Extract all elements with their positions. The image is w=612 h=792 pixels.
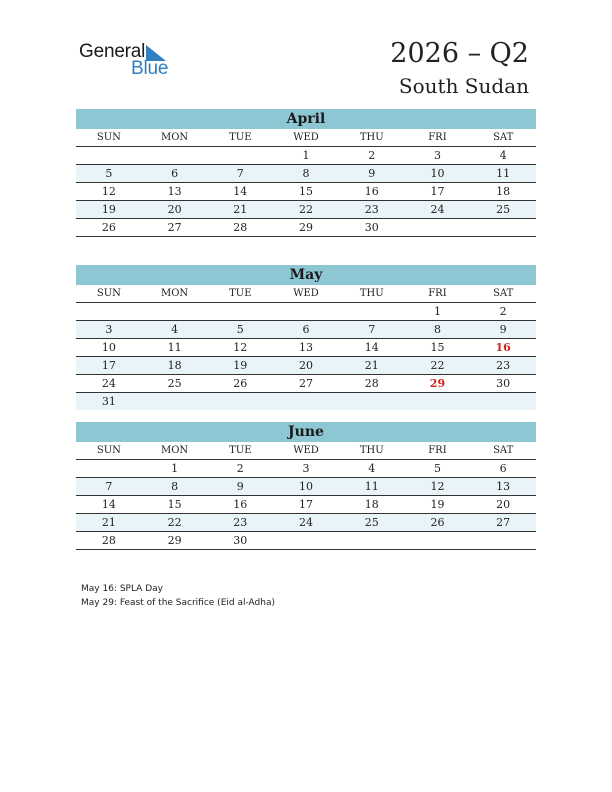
day-cell: 6 bbox=[171, 167, 179, 180]
day-cell: 7 bbox=[236, 167, 244, 180]
weekday-label: WED bbox=[293, 445, 319, 456]
day-cell: 23 bbox=[233, 516, 248, 529]
day-cell: 1 bbox=[433, 305, 441, 318]
day-cell: 19 bbox=[430, 498, 445, 511]
week-row bbox=[76, 375, 536, 393]
day-cell: 13 bbox=[299, 341, 314, 354]
day-cell: 2 bbox=[236, 462, 244, 475]
day-cell bbox=[207, 393, 273, 410]
day-cell: 21 bbox=[364, 359, 379, 372]
week-row bbox=[76, 303, 536, 321]
week-row bbox=[76, 147, 536, 165]
day-cell: 5 bbox=[105, 167, 113, 180]
day-cell: 7 bbox=[105, 480, 113, 493]
weekday-label: THU bbox=[359, 445, 384, 456]
day-cell: 30 bbox=[364, 221, 379, 234]
day-cell: 20 bbox=[299, 359, 314, 372]
day-cell bbox=[142, 147, 208, 164]
day-cell: 1 bbox=[302, 149, 310, 162]
day-cell: 16 bbox=[233, 498, 248, 511]
day-cell: 27 bbox=[496, 516, 511, 529]
month-calendar-june bbox=[76, 422, 536, 550]
day-cell: 15 bbox=[167, 498, 182, 511]
day-cell: 14 bbox=[101, 498, 116, 511]
day-cell: 23 bbox=[496, 359, 511, 372]
day-cell: 22 bbox=[430, 359, 445, 372]
day-cell: 11 bbox=[167, 341, 182, 354]
day-cell: 16 bbox=[364, 185, 379, 198]
day-cell: 6 bbox=[499, 462, 507, 475]
day-cell bbox=[339, 532, 405, 549]
week-row bbox=[76, 201, 536, 219]
day-cell: 30 bbox=[496, 377, 511, 390]
day-cell: 15 bbox=[430, 341, 445, 354]
weekday-label: SUN bbox=[96, 132, 121, 143]
day-cell: 24 bbox=[101, 377, 116, 390]
weekday-label: FRI bbox=[428, 288, 447, 299]
week-row bbox=[76, 165, 536, 183]
day-cell: 17 bbox=[299, 498, 314, 511]
day-cell: 26 bbox=[430, 516, 445, 529]
weekday-label: THU bbox=[359, 288, 384, 299]
day-cell: 12 bbox=[430, 480, 445, 493]
day-cell: 26 bbox=[233, 377, 248, 390]
weekday-label: TUE bbox=[229, 288, 252, 299]
day-cell: 25 bbox=[364, 516, 379, 529]
day-cell: 19 bbox=[233, 359, 248, 372]
logo bbox=[79, 41, 179, 81]
day-cell: 9 bbox=[499, 323, 507, 336]
weekday-label: SUN bbox=[96, 445, 121, 456]
day-cell: 19 bbox=[101, 203, 116, 216]
day-cell bbox=[339, 303, 405, 320]
day-cell bbox=[470, 219, 536, 236]
day-cell: 29 bbox=[299, 221, 314, 234]
day-cell bbox=[207, 303, 273, 320]
day-cell: 11 bbox=[496, 167, 511, 180]
day-cell: 20 bbox=[496, 498, 511, 511]
holiday-day-cell: 16 bbox=[495, 341, 511, 354]
weekday-label: FRI bbox=[428, 445, 447, 456]
day-cell bbox=[76, 460, 142, 477]
weekday-label: MON bbox=[160, 445, 189, 456]
day-cell: 3 bbox=[302, 462, 310, 475]
day-cell bbox=[339, 393, 405, 410]
country-subtitle: South Sudan bbox=[398, 74, 529, 98]
weekday-header-row bbox=[76, 129, 536, 147]
day-cell: 27 bbox=[167, 221, 182, 234]
holiday-note: May 16: SPLA Day bbox=[81, 584, 163, 594]
day-cell: 14 bbox=[364, 341, 379, 354]
day-cell: 18 bbox=[364, 498, 379, 511]
day-cell: 3 bbox=[433, 149, 441, 162]
day-cell: 28 bbox=[233, 221, 248, 234]
day-cell bbox=[470, 532, 536, 549]
week-row bbox=[76, 183, 536, 201]
week-row bbox=[76, 496, 536, 514]
weekday-label: MON bbox=[160, 132, 189, 143]
day-cell bbox=[405, 219, 471, 236]
day-cell: 29 bbox=[167, 534, 182, 547]
day-cell: 7 bbox=[368, 323, 376, 336]
weekday-label: SAT bbox=[493, 288, 514, 299]
day-cell: 28 bbox=[364, 377, 379, 390]
weekday-label: TUE bbox=[229, 132, 252, 143]
day-cell: 21 bbox=[233, 203, 248, 216]
day-cell: 8 bbox=[302, 167, 310, 180]
weekday-label: THU bbox=[359, 132, 384, 143]
day-cell bbox=[207, 147, 273, 164]
day-cell bbox=[273, 303, 339, 320]
day-cell: 27 bbox=[299, 377, 314, 390]
holiday-day-cell: 29 bbox=[429, 377, 446, 390]
day-cell: 4 bbox=[171, 323, 179, 336]
day-cell: 13 bbox=[496, 480, 511, 493]
day-cell: 12 bbox=[101, 185, 116, 198]
day-cell bbox=[76, 303, 142, 320]
day-cell: 24 bbox=[430, 203, 445, 216]
month-calendar-april bbox=[76, 109, 536, 237]
month-name: May bbox=[76, 265, 536, 285]
day-cell: 9 bbox=[368, 167, 376, 180]
day-cell: 4 bbox=[368, 462, 376, 475]
day-cell bbox=[405, 532, 471, 549]
day-cell: 25 bbox=[167, 377, 182, 390]
month-name: June bbox=[76, 422, 536, 442]
day-cell: 8 bbox=[433, 323, 441, 336]
day-cell: 8 bbox=[171, 480, 179, 493]
day-cell bbox=[142, 303, 208, 320]
day-cell: 6 bbox=[302, 323, 310, 336]
week-row bbox=[76, 532, 536, 550]
week-row bbox=[76, 478, 536, 496]
day-cell: 1 bbox=[171, 462, 179, 475]
day-cell: 10 bbox=[299, 480, 314, 493]
week-row bbox=[76, 339, 536, 357]
day-cell bbox=[76, 147, 142, 164]
day-cell: 10 bbox=[101, 341, 116, 354]
weekday-label: SAT bbox=[493, 445, 514, 456]
day-cell: 18 bbox=[496, 185, 511, 198]
day-cell: 22 bbox=[167, 516, 182, 529]
day-cell: 28 bbox=[101, 534, 116, 547]
day-cell: 30 bbox=[233, 534, 248, 547]
weekday-label: WED bbox=[293, 288, 319, 299]
weekday-label: SAT bbox=[493, 132, 514, 143]
day-cell: 4 bbox=[499, 149, 507, 162]
holiday-notes bbox=[81, 582, 275, 610]
weekday-label: MON bbox=[160, 288, 189, 299]
weekday-label: SUN bbox=[96, 288, 121, 299]
day-cell: 24 bbox=[299, 516, 314, 529]
weekday-label: TUE bbox=[229, 445, 252, 456]
day-cell: 2 bbox=[499, 305, 507, 318]
day-cell: 14 bbox=[233, 185, 248, 198]
weekday-label: FRI bbox=[428, 132, 447, 143]
weekday-header-row bbox=[76, 285, 536, 303]
day-cell bbox=[405, 393, 471, 410]
day-cell: 20 bbox=[167, 203, 182, 216]
month-calendar-may bbox=[76, 265, 536, 410]
week-row bbox=[76, 219, 536, 237]
day-cell: 3 bbox=[105, 323, 113, 336]
week-row bbox=[76, 357, 536, 375]
day-cell: 22 bbox=[299, 203, 314, 216]
day-cell: 5 bbox=[433, 462, 441, 475]
day-cell: 23 bbox=[364, 203, 379, 216]
day-cell bbox=[273, 393, 339, 410]
day-cell: 12 bbox=[233, 341, 248, 354]
week-row bbox=[76, 514, 536, 532]
day-cell: 17 bbox=[101, 359, 116, 372]
weekday-label: WED bbox=[293, 132, 319, 143]
day-cell: 17 bbox=[430, 185, 445, 198]
day-cell: 18 bbox=[167, 359, 182, 372]
day-cell: 9 bbox=[236, 480, 244, 493]
day-cell bbox=[273, 532, 339, 549]
weekday-header-row bbox=[76, 442, 536, 460]
day-cell: 5 bbox=[236, 323, 244, 336]
month-name: April bbox=[76, 109, 536, 129]
day-cell: 15 bbox=[299, 185, 314, 198]
week-row bbox=[76, 460, 536, 478]
day-cell: 10 bbox=[430, 167, 445, 180]
day-cell bbox=[142, 393, 208, 410]
day-cell bbox=[470, 393, 536, 410]
logo-blue-text: Blue bbox=[131, 58, 169, 79]
day-cell: 11 bbox=[364, 480, 379, 493]
day-cell: 21 bbox=[101, 516, 116, 529]
day-cell: 13 bbox=[167, 185, 182, 198]
day-cell: 26 bbox=[101, 221, 116, 234]
week-row bbox=[76, 321, 536, 339]
day-cell: 25 bbox=[496, 203, 511, 216]
day-cell: 31 bbox=[101, 395, 116, 408]
page-title: 2026 – Q2 bbox=[390, 38, 529, 69]
day-cell: 2 bbox=[368, 149, 376, 162]
logo-general-text: General bbox=[79, 41, 146, 62]
holiday-note: May 29: Feast of the Sacrifice (Eid al-Adha) bbox=[81, 598, 275, 608]
week-row bbox=[76, 393, 536, 410]
